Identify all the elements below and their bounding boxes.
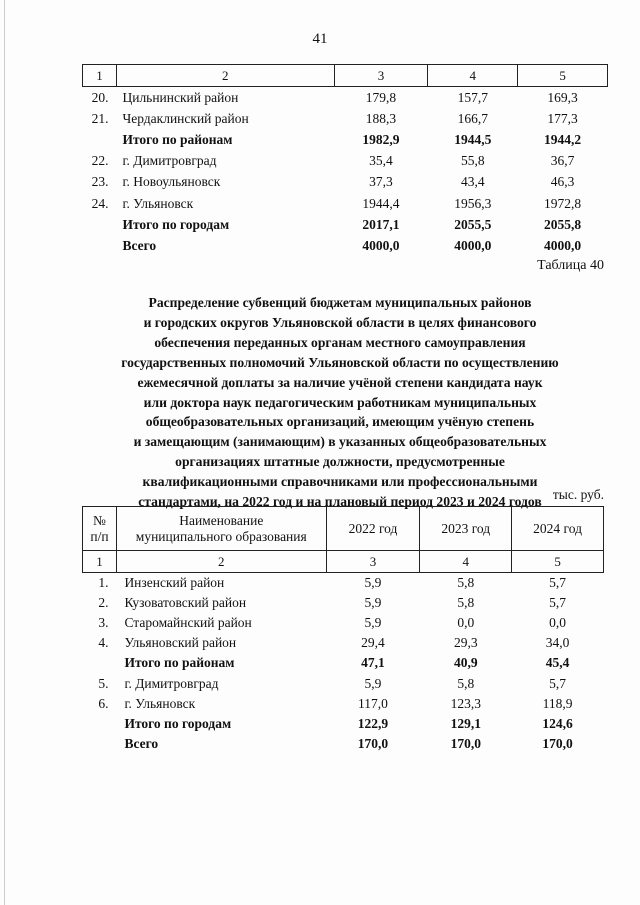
row-number: 20. [91, 89, 109, 105]
title-line: государственных полномочий Ульяновской области по осуществлению [121, 354, 559, 370]
table-row [83, 613, 604, 633]
row-number: 1. [98, 575, 109, 591]
row-name: Всего [124, 735, 159, 751]
row-value-1: 170,0 [357, 735, 389, 751]
row-number [83, 714, 117, 734]
row-value-1: 47,1 [361, 655, 385, 671]
col-number-cell: 4 [428, 65, 518, 87]
row-name: г. Димитровград [122, 153, 217, 169]
header-year-2023: 2023 год [420, 507, 512, 551]
table-row [83, 87, 608, 109]
row-value-3: 177,3 [547, 110, 578, 126]
total-row [83, 214, 608, 235]
col-number-cell: 3 [334, 65, 428, 87]
row-value-1: 37,3 [369, 174, 393, 190]
row-name: г. Ульяновск [124, 695, 196, 711]
row-number [83, 129, 117, 150]
row-value-2: 55,8 [460, 153, 485, 169]
row-value-1: 29,4 [361, 635, 385, 651]
row-value-2: 2055,5 [454, 216, 492, 232]
row-value-2: 123,3 [450, 695, 481, 711]
table-title [60, 293, 620, 512]
row-value-2: 29,3 [453, 635, 478, 651]
header-number-text: № п/п [90, 512, 109, 544]
title-line: общеобразовательных организаций, имеющим учёную степень [145, 414, 535, 430]
title-line: организациях штатные должности, предусмотренные [175, 454, 505, 470]
row-value-1: 122,9 [357, 715, 389, 731]
total-row [83, 734, 604, 754]
row-value-2: 1956,3 [454, 195, 492, 211]
units-label: тыс. руб. [552, 487, 604, 502]
row-number [83, 235, 117, 256]
col-number-cell: 5 [518, 65, 608, 87]
row-value-1: 4000,0 [362, 237, 400, 253]
row-number: 24. [91, 195, 109, 211]
title-line: и городских округов Ульяновской области в целях финансового [143, 314, 537, 330]
row-number: 4. [98, 635, 109, 651]
row-value-1: 5,9 [364, 615, 382, 631]
table-row [83, 694, 604, 714]
row-value-1: 5,9 [364, 575, 382, 591]
row-value-2: 0,0 [457, 615, 475, 631]
row-name: Цильнинский район [122, 89, 239, 105]
row-number [83, 214, 117, 235]
row-value-2: 5,8 [457, 575, 475, 591]
row-name: г. Димитровград [124, 675, 219, 691]
title-line: квалификационными справочниками или профессиональными [142, 474, 538, 490]
row-name: Старомайнский район [124, 615, 252, 631]
header-year-2022: 2022 год [326, 507, 420, 551]
row-value-3: 0,0 [549, 615, 567, 631]
total-row [83, 653, 604, 673]
row-name: Всего [122, 237, 157, 253]
row-value-1: 1944,4 [362, 195, 400, 211]
row-number [83, 734, 117, 754]
table-row [83, 593, 604, 613]
header-name-text: Наименование муниципального образования [135, 512, 307, 544]
header-name [116, 507, 326, 551]
row-value-3: 5,7 [549, 675, 567, 691]
row-number: 23. [91, 174, 109, 190]
table-row [83, 633, 604, 653]
table-row [83, 673, 604, 693]
row-value-2: 40,9 [453, 655, 478, 671]
row-value-3: 2055,8 [544, 216, 582, 232]
row-value-2: 170,0 [450, 735, 481, 751]
row-value-1: 117,0 [358, 695, 388, 711]
table-header-row [83, 507, 604, 551]
row-number: 3. [98, 615, 109, 631]
row-value-3: 46,3 [550, 174, 575, 190]
page-number: 41 [312, 31, 328, 47]
row-name: Итого по районам [124, 655, 235, 671]
row-value-3: 1972,8 [544, 195, 582, 211]
row-value-3: 45,4 [545, 655, 570, 671]
col-number-cell: 2 [116, 551, 326, 573]
row-name: Итого по городам [124, 715, 232, 731]
row-number: 5. [98, 675, 109, 691]
row-value-3: 1944,2 [544, 131, 582, 147]
header-year-2024: 2024 год [512, 507, 604, 551]
col-number-cell: 1 [83, 65, 117, 87]
row-value-2: 43,4 [460, 174, 485, 190]
total-row [83, 235, 608, 256]
title-line: и замещающим (занимающим) в указанных общеобразовательных [133, 434, 547, 450]
title-line: Распределение субвенций бюджетам муниципальных районов [148, 295, 532, 310]
col-number-cell: 5 [512, 551, 604, 573]
title-line: стандартами, на 2022 год и на плановый период 2023 и 2024 годов [138, 494, 542, 510]
row-number: 6. [98, 695, 109, 711]
row-value-2: 5,8 [457, 675, 475, 691]
title-line: ежемесячной доплаты за наличие учёной степени кандидата наук [137, 374, 543, 390]
row-name: Итого по городам [122, 216, 230, 232]
table-row [83, 151, 608, 172]
row-value-3: 118,9 [542, 695, 573, 711]
row-value-3: 5,7 [549, 595, 567, 611]
row-value-3: 4000,0 [544, 237, 582, 253]
column-number-row [83, 551, 604, 573]
table-row [83, 108, 608, 129]
row-value-1: 5,9 [364, 595, 382, 611]
row-name: Ульяновский район [124, 635, 237, 651]
total-row [83, 714, 604, 734]
row-number: 2. [98, 595, 109, 611]
row-value-2: 157,7 [457, 89, 488, 105]
row-value-1: 179,8 [365, 89, 397, 105]
row-number: 21. [91, 110, 109, 126]
column-number-row [83, 65, 608, 87]
subvention-table [82, 506, 604, 754]
table-label: Таблица 40 [537, 258, 604, 273]
total-row [83, 129, 608, 150]
row-value-3: 124,6 [542, 715, 573, 731]
row-name: г. Ульяновск [122, 195, 194, 211]
row-value-3: 170,0 [542, 735, 573, 751]
row-value-2: 1944,5 [454, 131, 492, 147]
row-value-3: 169,3 [547, 89, 578, 105]
row-value-3: 5,7 [549, 575, 567, 591]
title-line: обеспечения переданных органам местного самоуправления [154, 334, 526, 350]
title-line: или доктора наук педагогическим работникам муниципальных [143, 394, 537, 410]
row-name: Инзенский район [124, 575, 225, 591]
table-row [83, 193, 608, 214]
col-number-cell: 1 [83, 551, 117, 573]
table-row [83, 172, 608, 193]
row-value-2: 5,8 [457, 595, 475, 611]
row-name: г. Новоульяновск [122, 174, 221, 190]
row-value-1: 35,4 [369, 153, 393, 169]
row-value-3: 34,0 [545, 635, 570, 651]
header-number [83, 507, 117, 551]
row-value-1: 1982,9 [362, 131, 400, 147]
row-value-2: 4000,0 [454, 237, 492, 253]
col-number-cell: 2 [116, 65, 334, 87]
row-value-1: 5,9 [364, 675, 382, 691]
row-number [83, 653, 117, 673]
col-number-cell: 3 [326, 551, 420, 573]
row-value-1: 2017,1 [362, 216, 400, 232]
row-value-1: 188,3 [365, 110, 397, 126]
row-name: Чердаклинский район [122, 110, 249, 126]
row-value-3: 36,7 [550, 153, 575, 169]
row-value-2: 129,1 [450, 715, 481, 731]
table-row [83, 573, 604, 594]
row-name: Итого по районам [122, 131, 233, 147]
row-number: 22. [91, 153, 109, 169]
continued-table [82, 64, 608, 257]
row-name: Кузоватовский район [124, 595, 247, 611]
col-number-cell: 4 [420, 551, 512, 573]
row-value-2: 166,7 [457, 110, 488, 126]
